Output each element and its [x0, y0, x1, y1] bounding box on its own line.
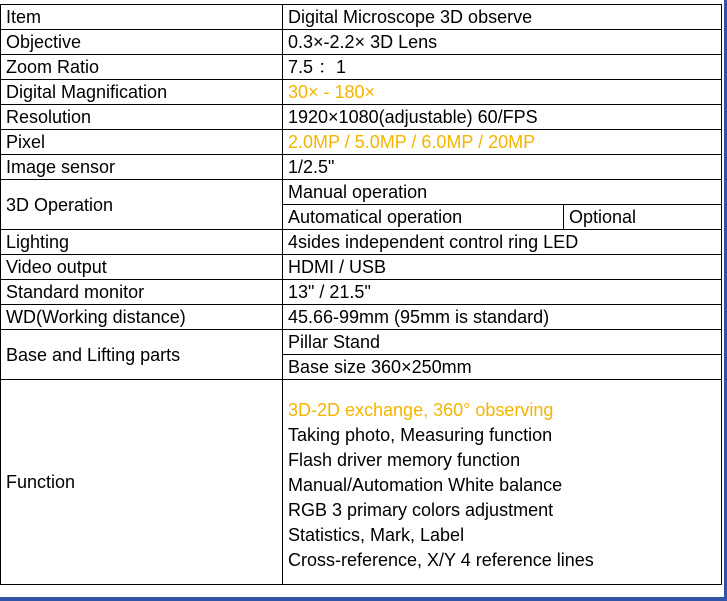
- spec-value: 1920×1080(adjustable) 60/FPS: [283, 105, 722, 130]
- function-item: Statistics, Mark, Label: [288, 525, 465, 545]
- spec-label: 3D Operation: [1, 180, 283, 230]
- spec-label: Resolution: [1, 105, 283, 130]
- spec-label: Lighting: [1, 230, 283, 255]
- table-row-lighting: [1, 230, 722, 255]
- spec-value: Base size 360×250mm: [283, 355, 722, 380]
- spec-label: Item: [1, 5, 283, 30]
- table-row-resolution: [1, 105, 722, 130]
- spec-label: Digital Magnification: [1, 80, 283, 105]
- table-row-zoom-ratio: [1, 55, 722, 80]
- function-item: RGB 3 primary colors adjustment: [288, 500, 554, 520]
- spec-note: Optional: [564, 205, 722, 230]
- function-item: Flash driver memory function: [288, 450, 521, 470]
- table-row-item: [1, 5, 722, 30]
- table-row-pixel: [1, 130, 722, 155]
- table-row-working-distance: [1, 305, 722, 330]
- spec-label: Image sensor: [1, 155, 283, 180]
- table-row-function: [1, 380, 722, 585]
- table-row-3d-operation: [1, 180, 722, 205]
- spec-value: HDMI / USB: [283, 255, 722, 280]
- spec-value: 1/2.5": [283, 155, 722, 180]
- function-item: Cross-reference, X/Y 4 reference lines: [288, 550, 594, 570]
- spec-label: Base and Lifting parts: [1, 330, 283, 380]
- specification-table: [0, 4, 722, 585]
- table-row-standard-monitor: [1, 280, 722, 305]
- table-row-video-output: [1, 255, 722, 280]
- spec-value: Manual operation: [283, 180, 722, 205]
- spec-value: 45.66-99mm (95mm is standard): [283, 305, 722, 330]
- spec-label: Video output: [1, 255, 283, 280]
- spec-label: Standard monitor: [1, 280, 283, 305]
- spec-value: Automatical operation: [283, 205, 564, 230]
- spec-value-highlight: 2.0MP / 5.0MP / 6.0MP / 20MP: [283, 130, 722, 155]
- spec-value: Digital Microscope 3D observe: [283, 5, 722, 30]
- spec-value: 7.5 ：1: [283, 55, 722, 80]
- spec-value: 13" / 21.5": [283, 280, 722, 305]
- spec-value: 0.3×-2.2× 3D Lens: [283, 30, 722, 55]
- function-cell: [283, 380, 722, 585]
- spec-value-highlight: 30× - 180×: [283, 80, 722, 105]
- function-item: Taking photo, Measuring function: [288, 425, 553, 445]
- function-list: [288, 391, 721, 573]
- table-row-image-sensor: [1, 155, 722, 180]
- bottom-frame-bar: [0, 597, 727, 601]
- table-row-digital-magnification: [1, 80, 722, 105]
- spec-label: Pixel: [1, 130, 283, 155]
- spec-label: Objective: [1, 30, 283, 55]
- table-row-objective: [1, 30, 722, 55]
- table-row-base-lifting: [1, 330, 722, 355]
- function-item: Manual/Automation White balance: [288, 475, 563, 495]
- spec-label: Zoom Ratio: [1, 55, 283, 80]
- spec-label: WD(Working distance): [1, 305, 283, 330]
- function-item: 3D-2D exchange, 360° observing: [288, 400, 554, 420]
- spec-value: Pillar Stand: [283, 330, 722, 355]
- spec-label: Function: [1, 380, 283, 585]
- spec-value: 4sides independent control ring LED: [283, 230, 722, 255]
